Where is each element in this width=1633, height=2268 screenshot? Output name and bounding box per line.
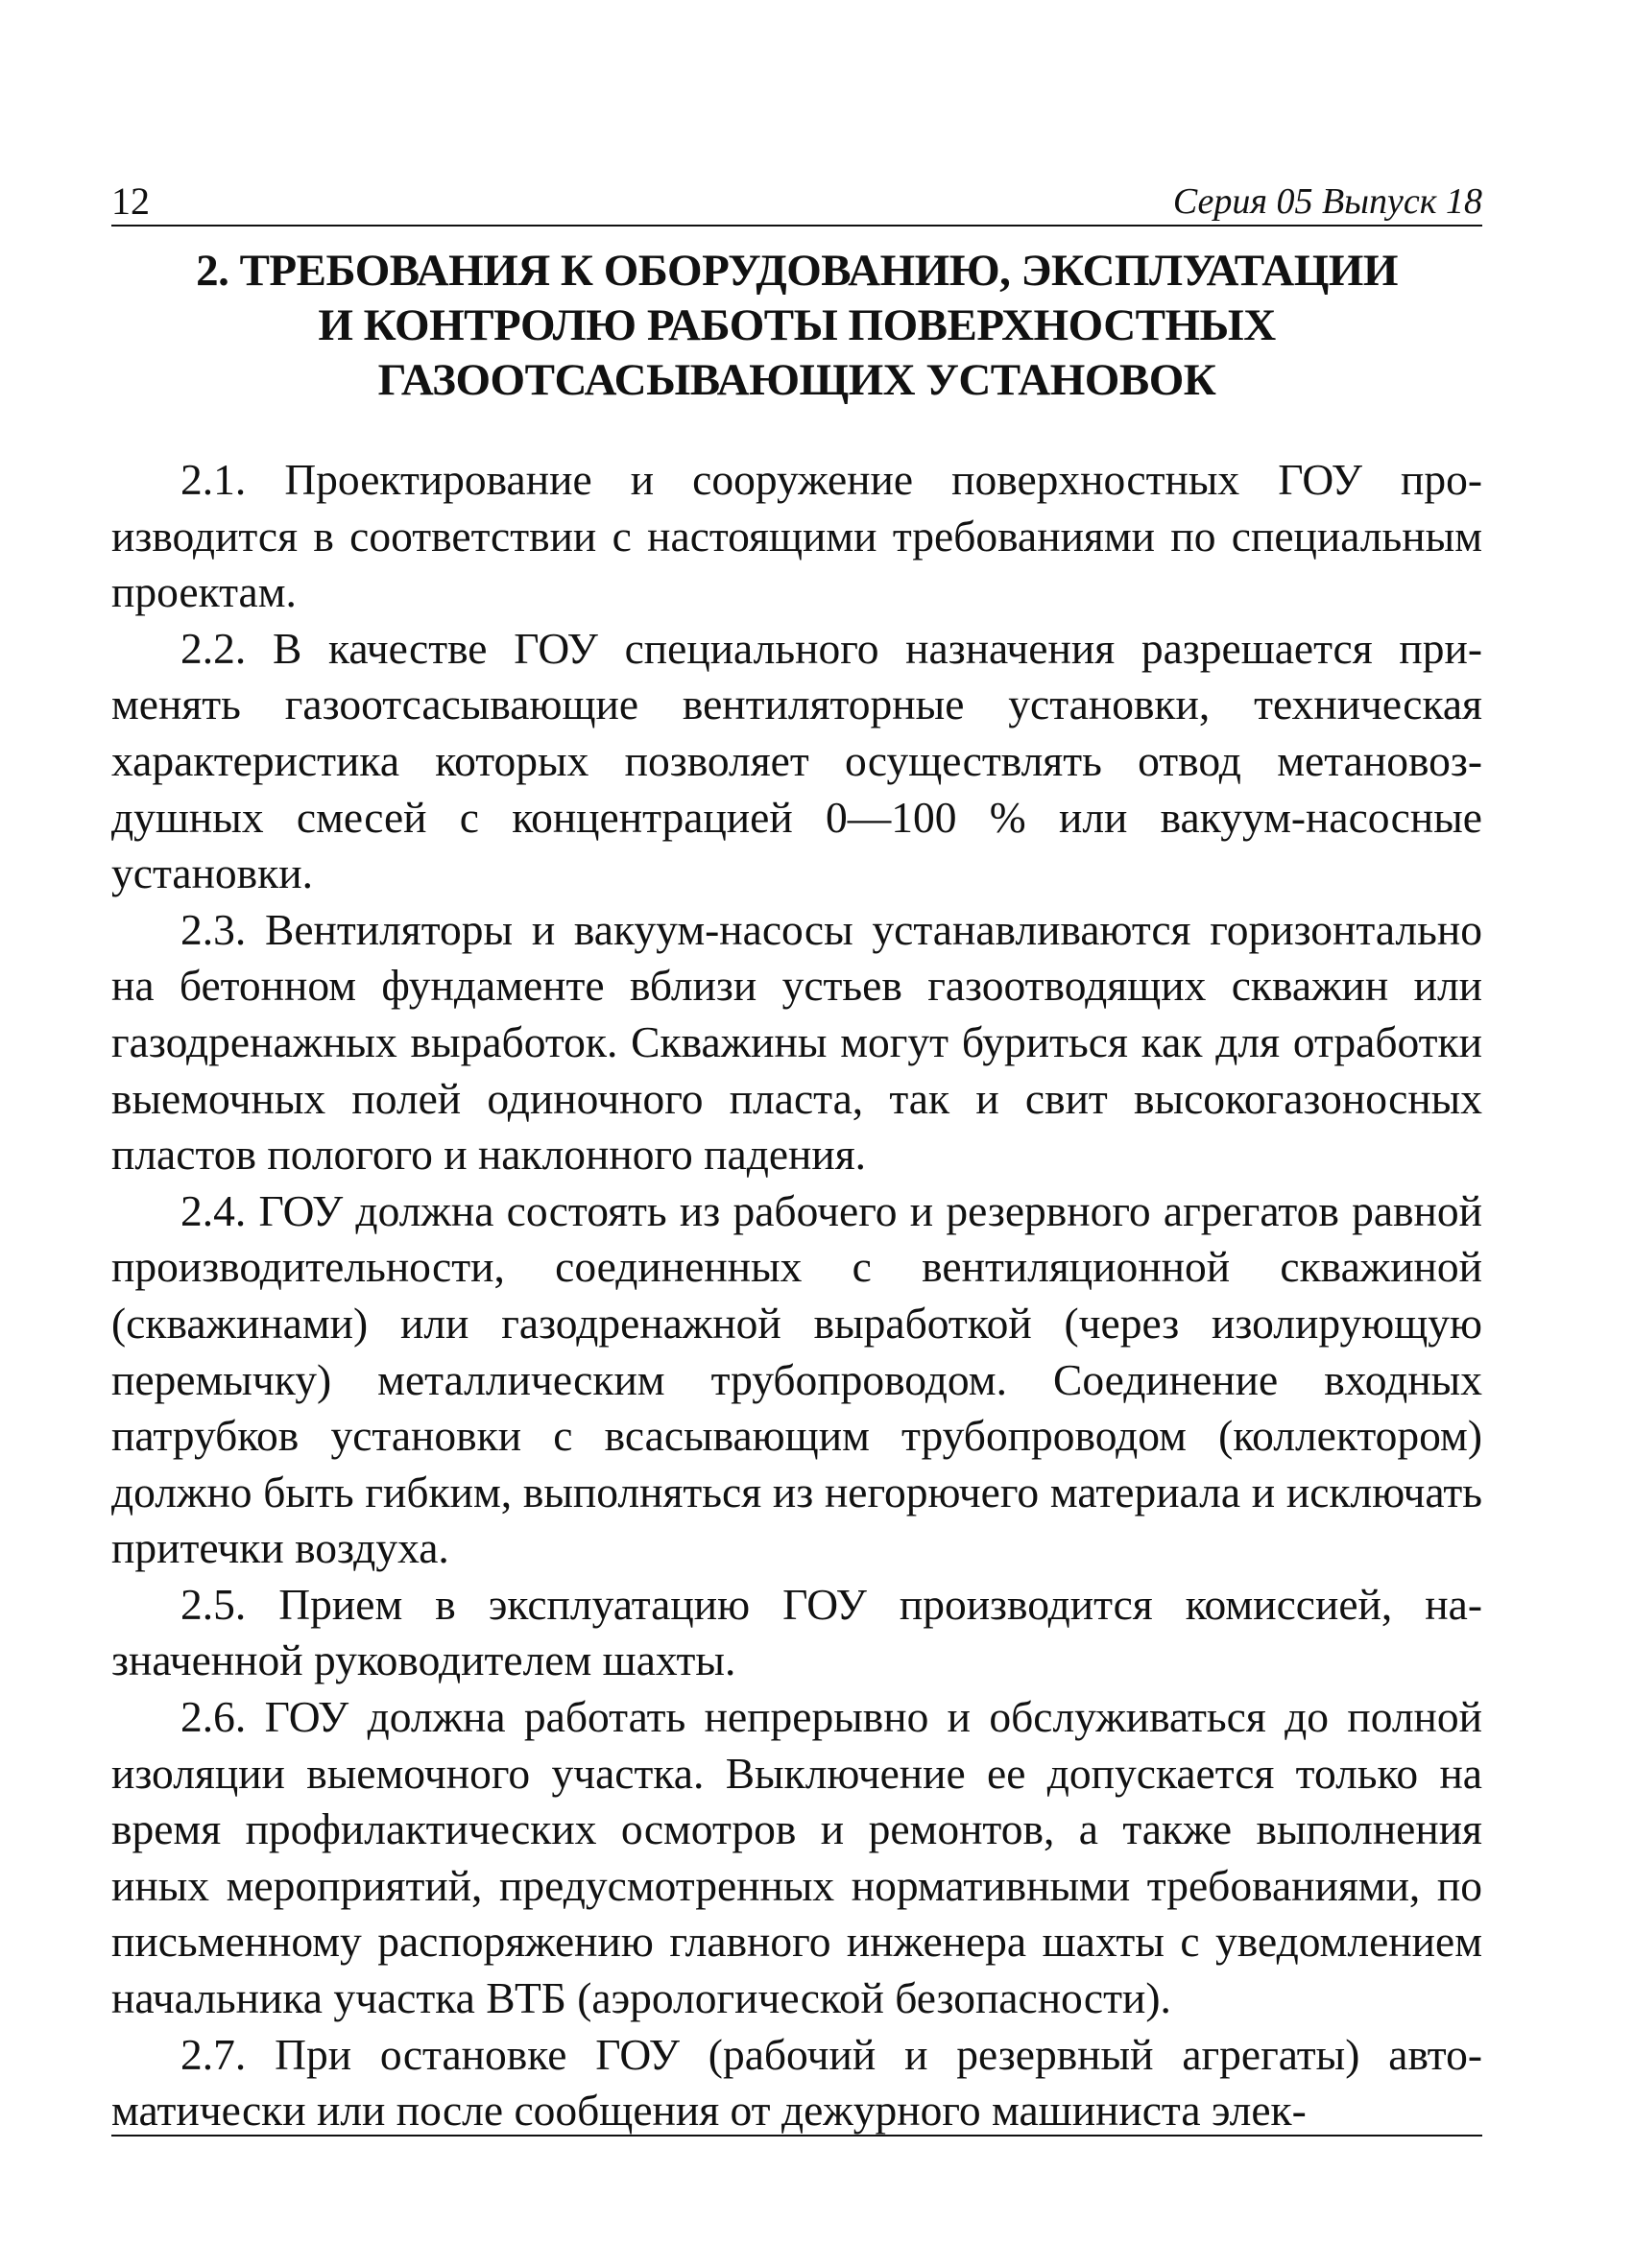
bottom-rule [111, 2135, 1482, 2137]
body-text [111, 452, 1482, 2139]
section-title [111, 244, 1482, 408]
series-label: Серия 05 Выпуск 18 [1172, 181, 1482, 222]
paragraph-2-4: 2.4. ГОУ должна состоять из рабочего и резервного агрегатов равной производительности, соединенных с вентиляционной скважиной (скважинами) или газодренажной выработкой (через изолирующую перемычку) металлическим трубопроводом. Соединение входных патрубков установки с всасывающим трубопроводом (коллектором) должно быть гибким, выполняться из негорючего материала и исключать притечки воздуха. [111, 1185, 1482, 1573]
paragraph-2-5: 2.5. Прием в эксплуатацию ГОУ производится комиссией, назначенной руководителем шахты. [111, 1579, 1482, 1685]
paragraph-2-6: 2.6. ГОУ должна работать непрерывно и обслуживаться до полной изоляции выемочного участка. Выключение ее допускается только на время профилактических осмотров и ремонтов, а также выполнения иных мероприятий, предусмотренных нормативными требованиями, по письменному распоряжению главного инженера шахты с уведомлением начальника участка ВТБ (аэрологической безопасности). [111, 1692, 1482, 2023]
paragraph-2-3: 2.3. Вентиляторы и вакуум-насосы устанавливаются горизонтально на бетонном фундаменте вблизи устьев газоотводящих скважин или газодренажных выработок. Скважины могут буриться как для отработки выемочных полей одиночного пласта, так и свит высокогазоносных пластов пологого и наклонного падения. [111, 904, 1482, 1180]
section-title-line: 2. ТРЕБОВАНИЯ К ОБОРУДОВАНИЮ, ЭКСПЛУАТАЦИИ [196, 246, 1398, 296]
paragraph-2-1: 2.1. Проектирование и сооружение поверхностных ГОУ производится в соответствии с настоящими требованиями по специальным проектам. [111, 455, 1482, 617]
section-title-line: ГАЗООТСАСЫВАЮЩИХ УСТАНОВОК [377, 355, 1216, 405]
paragraph-2-2: 2.2. В качестве ГОУ специального назначения разрешается применять газоотсасывающие вентиляторные установки, техническая характеристика которых позволяет осуществлять отвод метановоздушных смесей с концентрацией 0—100 % или вакуум-насосные установки. [111, 623, 1482, 898]
running-header [111, 175, 1482, 227]
document-page [111, 175, 1482, 2139]
section-title-line: И КОНТРОЛЮ РАБОТЫ ПОВЕРХНОСТНЫХ [318, 300, 1276, 350]
page-number: 12 [111, 179, 150, 223]
paragraph-2-7: 2.7. При остановке ГОУ (рабочий и резервный агрегаты) автоматически или после сообщения от дежурного машиниста элек- [111, 2029, 1482, 2136]
